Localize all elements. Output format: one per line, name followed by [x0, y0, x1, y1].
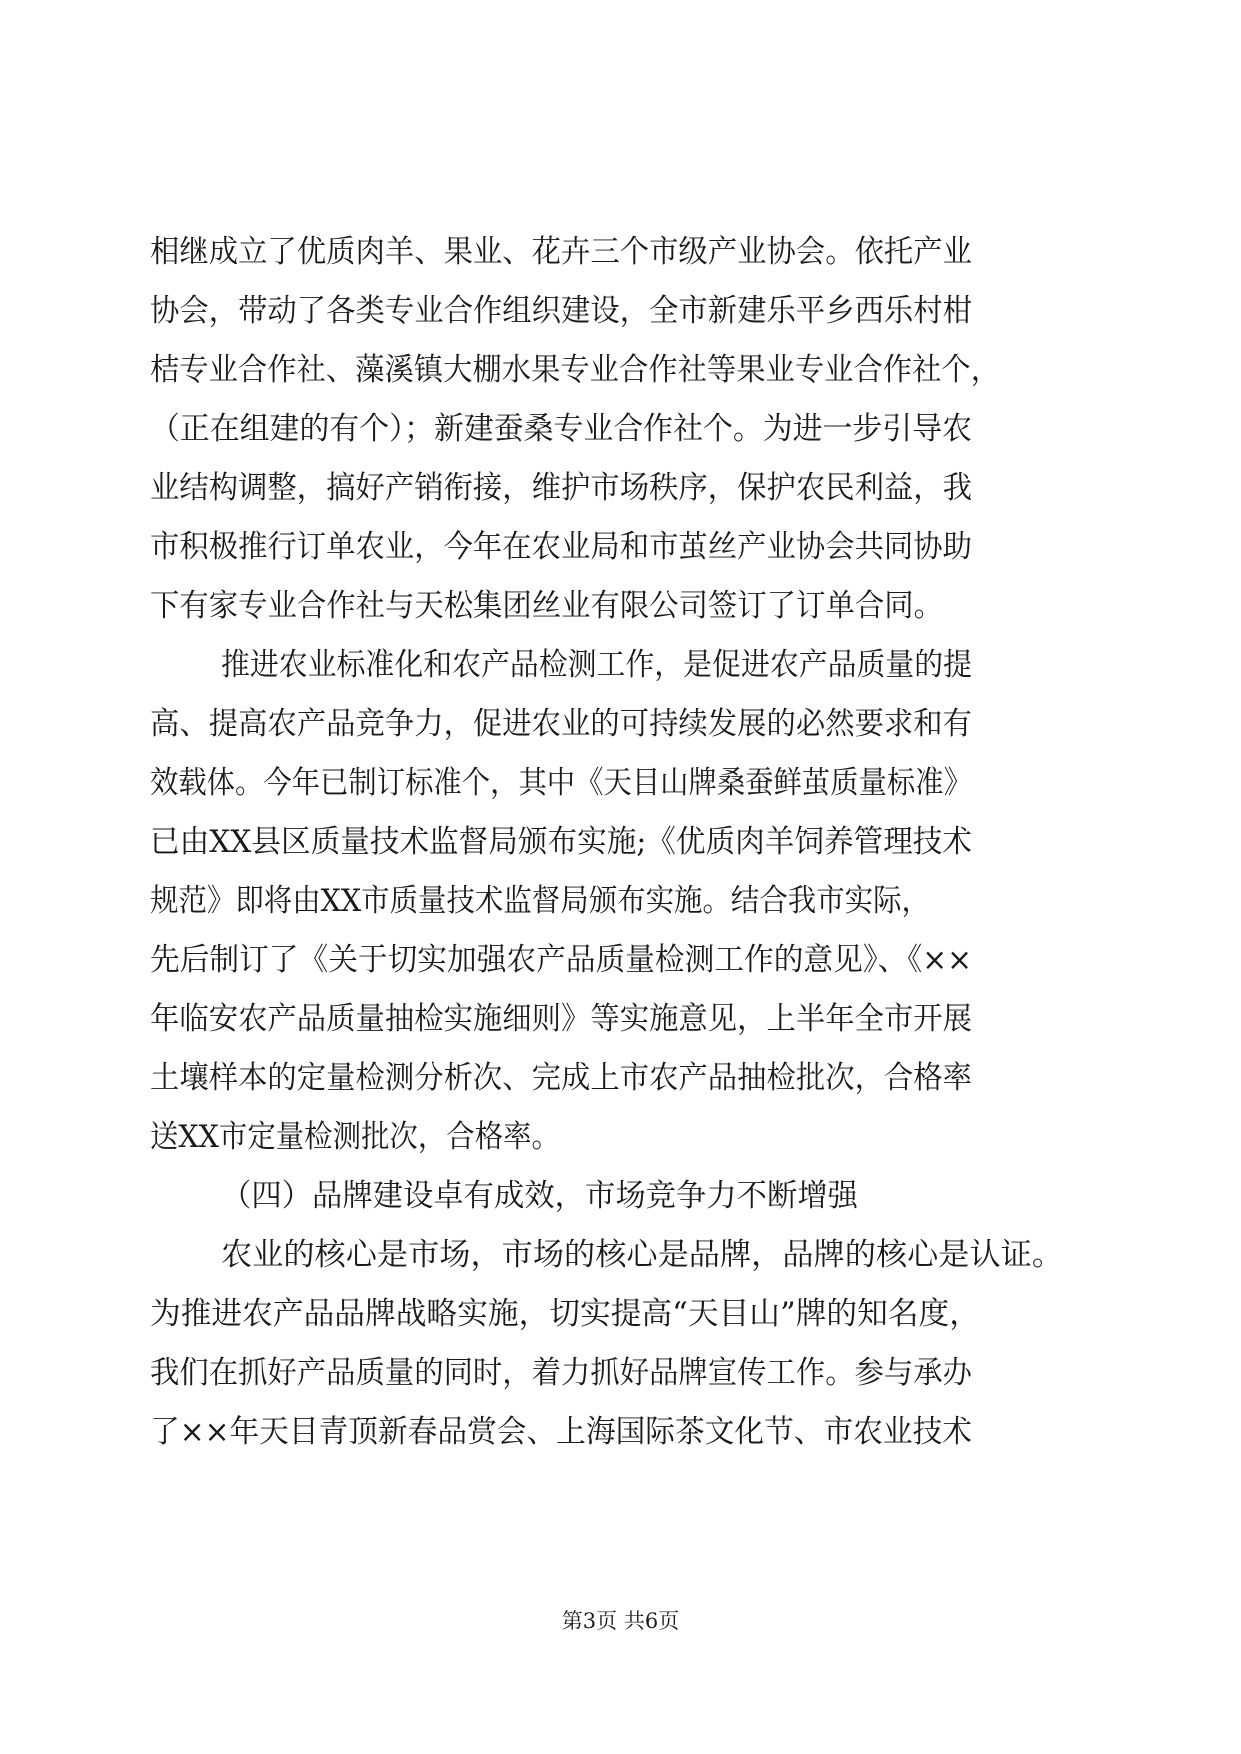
body-line: [0, 576, 1241, 636]
section-heading-text: （四）品牌建设卓有成效，市场竞争力不断增强: [221, 1178, 859, 1214]
line-text: 已由XX县区质量技术监督局颁布实施;《优质肉羊饲养管理技术: [150, 824, 973, 860]
body-line: [0, 694, 1241, 754]
body-line: [0, 1048, 1241, 1108]
line-text: 了××年天目青顶新春品赏会、上海国际茶文化节、市农业技术: [150, 1414, 973, 1450]
body-line: [0, 812, 1241, 872]
body-line: [0, 635, 1241, 695]
line-text: 为推进农产品品牌战略实施，切实提高“天目山”牌的知名度，: [150, 1296, 980, 1332]
line-text: 桔专业合作社、藻溪镇大棚水果专业合作社等果业专业合作社个，: [150, 352, 1001, 388]
body-line: [0, 1402, 1241, 1462]
line-text: 规范》即将由XX市质量技术监督局颁布实施。结合我市实际，: [150, 883, 931, 919]
line-text: 年临安农产品质量抽检实施细则》等实施意见，上半年全市开展: [150, 1001, 972, 1037]
line-text: 业结构调整，搞好产销衔接，维护市场秩序，保护农民利益，我: [150, 470, 972, 506]
line-text: 推进农业标准化和农产品检测工作，是促进农产品质量的提: [221, 647, 973, 683]
body-line: [0, 1284, 1241, 1344]
line-text: 农业的核心是市场，市场的核心是品牌，品牌的核心是认证。: [221, 1237, 1064, 1273]
body-line: [0, 222, 1241, 282]
body-line: [0, 871, 1241, 931]
line-text: 送XX市定量检测批次，合格率。: [150, 1119, 560, 1155]
body-line: [0, 930, 1241, 990]
line-text: 市积极推行订单农业，今年在农业局和市茧丝产业协会共同协助: [150, 529, 972, 565]
page-footer: 第3页 共6页: [561, 1609, 680, 1633]
body-line: [0, 399, 1241, 459]
line-text: 下有家专业合作社与天松集团丝业有限公司签订了订单合同。: [150, 588, 943, 624]
body-line: [0, 517, 1241, 577]
body-line: [0, 281, 1241, 341]
body-line: [0, 1225, 1241, 1285]
line-text: 相继成立了优质肉羊、果业、花卉三个市级产业协会。依托产业: [150, 234, 972, 270]
line-text: 先后制订了《关于切实加强农产品质量检测工作的意见》、《××: [150, 942, 973, 978]
line-text: 土壤样本的定量检测分析次、完成上市农产品抽检批次，合格率: [150, 1060, 972, 1096]
body-line: [0, 753, 1241, 813]
line-text: （正在组建的有个）；新建蚕桑专业合作社个。为进一步引导农: [150, 411, 972, 447]
line-text: 高、提高农产品竞争力，促进农业的可持续发展的必然要求和有: [150, 706, 972, 742]
section-heading: [0, 1166, 1241, 1226]
body-line: [0, 1107, 1241, 1167]
line-text: 我们在抓好产品质量的同时，着力抓好品牌宣传工作。参与承办: [150, 1355, 972, 1391]
body-line: [0, 1343, 1241, 1403]
body-line: [0, 458, 1241, 518]
line-text: 协会，带动了各类专业合作组织建设，全市新建乐平乡西乐村柑: [150, 293, 972, 329]
line-text: 效载体。今年已制订标准个，其中《天目山牌桑蚕鲜茧质量标准》: [150, 765, 972, 801]
body-line: [0, 989, 1241, 1049]
body-line: [0, 340, 1241, 400]
